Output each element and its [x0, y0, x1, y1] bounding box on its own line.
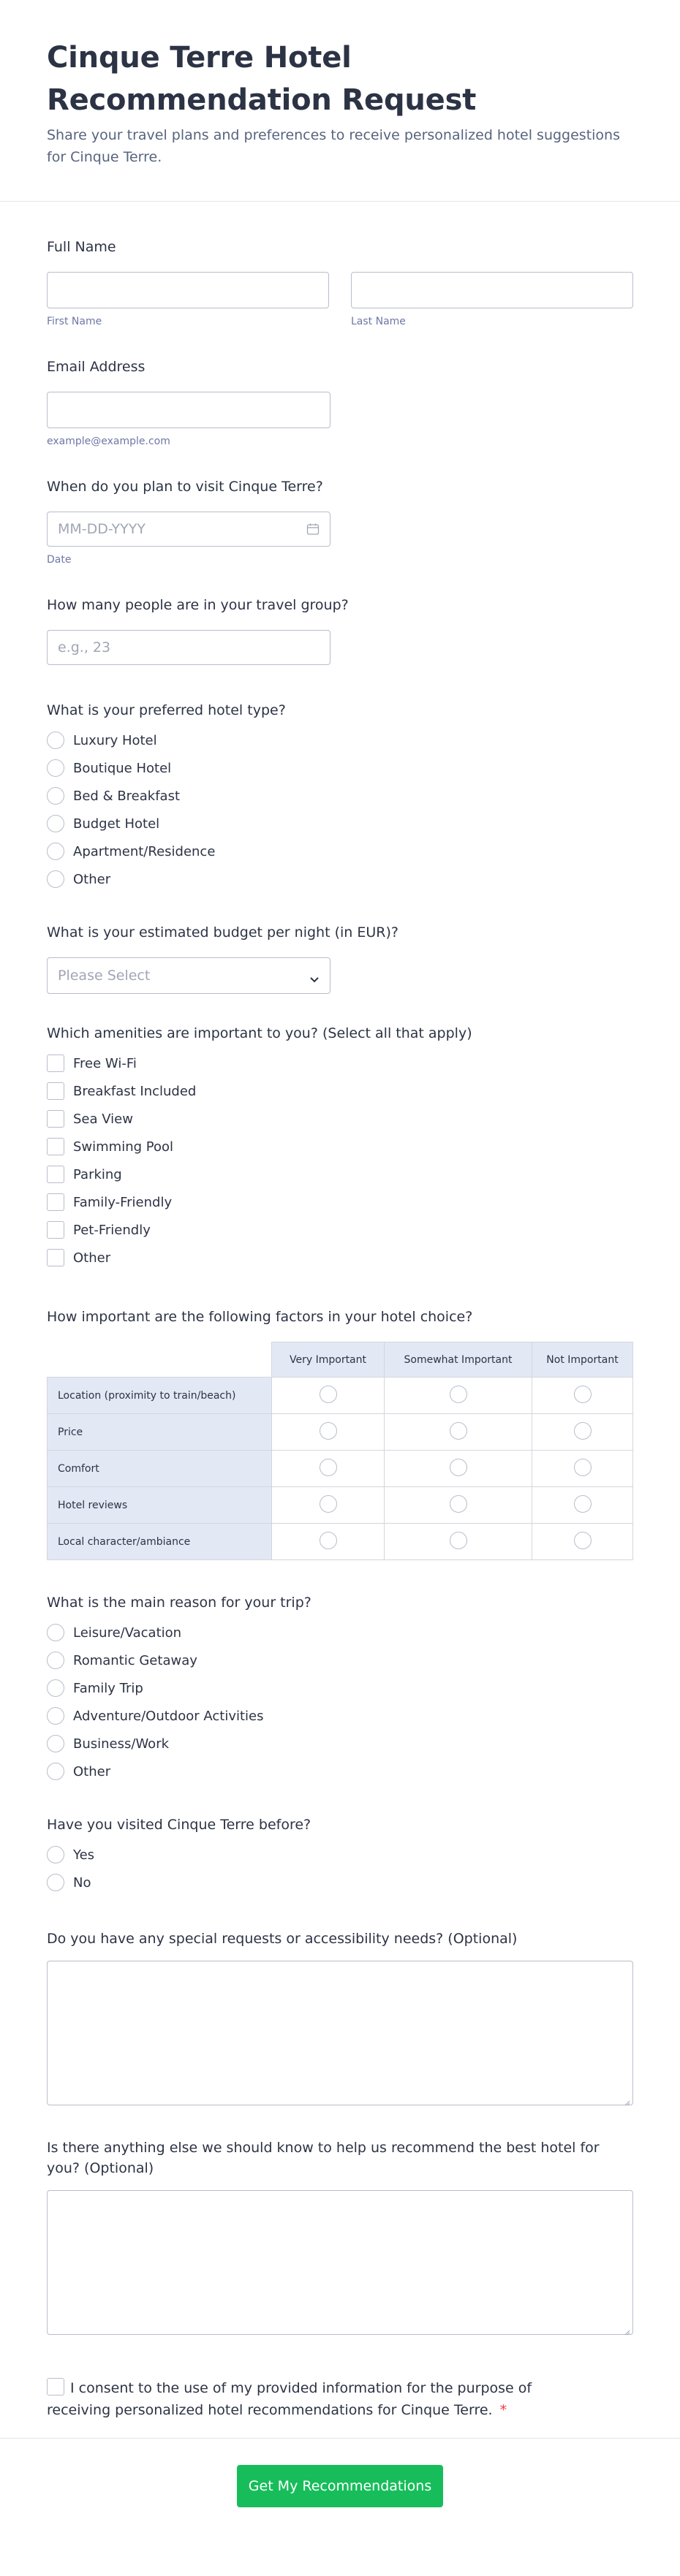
- option-label: Budget Hotel: [73, 816, 160, 832]
- submit-button[interactable]: Get My Recommendations: [237, 2465, 443, 2507]
- amenity-option[interactable]: [47, 1244, 633, 1272]
- visited-option[interactable]: [47, 1841, 633, 1869]
- trip-reason-option[interactable]: [47, 1702, 633, 1730]
- amenity-option[interactable]: [47, 1105, 633, 1133]
- radio-button[interactable]: [47, 1707, 64, 1725]
- checkbox[interactable]: [47, 1193, 64, 1211]
- radio-button[interactable]: [47, 759, 64, 777]
- matrix-radio[interactable]: [450, 1532, 467, 1549]
- trip-reason-label: What is the main reason for your trip?: [47, 1595, 311, 1611]
- option-label: Romantic Getaway: [73, 1652, 197, 1668]
- matrix-row: [48, 1378, 633, 1414]
- form-title: Cinque Terre Hotel Recommendation Request: [47, 41, 477, 117]
- hotel-type-option[interactable]: [47, 865, 633, 893]
- hotel-type-label: What is your preferred hotel type?: [47, 702, 286, 718]
- option-label: No: [73, 1874, 91, 1891]
- trip-reason-option[interactable]: [47, 1619, 633, 1646]
- amenity-option[interactable]: [47, 1049, 633, 1077]
- group-size-placeholder: e.g., 23: [58, 639, 111, 656]
- trip-reason-field: [47, 1592, 633, 1785]
- radio-button[interactable]: [47, 815, 64, 832]
- trip-reason-option[interactable]: [47, 1646, 633, 1674]
- factors-matrix: [47, 1342, 633, 1560]
- group-size-label: How many people are in your travel group?: [47, 597, 349, 613]
- matrix-radio[interactable]: [450, 1495, 467, 1513]
- consent-field: [47, 2377, 559, 2421]
- matrix-radio[interactable]: [450, 1422, 467, 1440]
- option-label: Luxury Hotel: [73, 732, 157, 748]
- consent-checkbox[interactable]: [47, 2378, 64, 2395]
- visit-date-field: [47, 476, 633, 566]
- option-label: Free Wi-Fi: [73, 1055, 137, 1071]
- budget-field: [47, 922, 633, 994]
- hotel-type-option[interactable]: [47, 837, 633, 865]
- matrix-radio[interactable]: [574, 1422, 592, 1440]
- matrix-radio[interactable]: [574, 1495, 592, 1513]
- hotel-type-option[interactable]: [47, 754, 633, 782]
- option-label: Breakfast Included: [73, 1083, 197, 1099]
- visited-before-label: Have you visited Cinque Terre before?: [47, 1817, 311, 1833]
- option-label: Parking: [73, 1166, 122, 1182]
- visit-date-input[interactable]: [47, 512, 330, 547]
- option-label: Leisure/Vacation: [73, 1625, 182, 1641]
- group-size-field: [47, 595, 633, 665]
- hotel-type-option[interactable]: [47, 810, 633, 837]
- option-label: Sea View: [73, 1111, 133, 1127]
- hotel-type-option[interactable]: [47, 726, 633, 754]
- radio-button[interactable]: [47, 1652, 64, 1669]
- amenity-option[interactable]: [47, 1160, 633, 1188]
- budget-select[interactable]: [47, 957, 330, 994]
- amenity-option[interactable]: [47, 1077, 633, 1105]
- factors-field: [47, 1307, 633, 1560]
- matrix-row: [48, 1487, 633, 1524]
- consent-text: I consent to the use of my provided information for the purpose of receiving personalized hotel recommendations for Cinque Terre.: [47, 2380, 532, 2418]
- option-label: Family Trip: [73, 1680, 143, 1696]
- special-requests-field: [47, 1929, 633, 2105]
- first-name-input[interactable]: [47, 272, 329, 308]
- matrix-radio[interactable]: [320, 1386, 337, 1403]
- radio-button[interactable]: [47, 1874, 64, 1891]
- option-label: Pet-Friendly: [73, 1222, 151, 1238]
- option-label: Apartment/Residence: [73, 843, 216, 859]
- matrix-radio[interactable]: [450, 1386, 467, 1403]
- factors-label: How important are the following factors in your hotel choice?: [47, 1309, 473, 1325]
- full-name-field: [47, 237, 633, 327]
- matrix-radio[interactable]: [320, 1459, 337, 1476]
- checkbox[interactable]: [47, 1138, 64, 1155]
- last-name-input[interactable]: [351, 272, 633, 308]
- full-name-label: Full Name: [47, 239, 116, 255]
- trip-reason-option[interactable]: [47, 1730, 633, 1758]
- option-label: Other: [73, 1250, 111, 1266]
- required-mark: *: [499, 2402, 507, 2418]
- matrix-radio[interactable]: [574, 1386, 592, 1403]
- budget-placeholder: Please Select: [58, 968, 151, 984]
- form-footer: [0, 2438, 680, 2576]
- radio-button[interactable]: [47, 870, 64, 888]
- matrix-row: [48, 1451, 633, 1487]
- matrix-row-label: Price: [48, 1414, 272, 1451]
- matrix-radio[interactable]: [450, 1459, 467, 1476]
- checkbox[interactable]: [47, 1249, 64, 1266]
- email-field: [47, 357, 633, 447]
- matrix-radio[interactable]: [320, 1422, 337, 1440]
- form-header: [0, 0, 680, 202]
- amenity-option[interactable]: [47, 1133, 633, 1160]
- radio-button[interactable]: [47, 1679, 64, 1697]
- resize-handle-icon[interactable]: [623, 2325, 630, 2332]
- matrix-column-header: Somewhat Important: [385, 1342, 532, 1378]
- form-body: [0, 237, 680, 2421]
- matrix-row: [48, 1414, 633, 1451]
- matrix-column-header: Very Important: [272, 1342, 385, 1378]
- radio-button[interactable]: [47, 787, 64, 805]
- radio-button[interactable]: [47, 732, 64, 749]
- matrix-radio[interactable]: [320, 1495, 337, 1513]
- checkbox[interactable]: [47, 1221, 64, 1239]
- first-name-sublabel: First Name: [47, 316, 102, 327]
- additional-info-field: [47, 2138, 633, 2335]
- option-label: Adventure/Outdoor Activities: [73, 1708, 264, 1724]
- visit-date-label: When do you plan to visit Cinque Terre?: [47, 479, 323, 495]
- option-label: Other: [73, 1763, 111, 1779]
- matrix-row-label: Location (proximity to train/beach): [48, 1378, 272, 1414]
- chevron-down-icon: [309, 971, 320, 987]
- option-label: Swimming Pool: [73, 1139, 174, 1155]
- checkbox[interactable]: [47, 1110, 64, 1128]
- amenities-label: Which amenities are important to you? (Select all that apply): [47, 1025, 472, 1041]
- option-label: Family-Friendly: [73, 1194, 173, 1210]
- resize-handle-icon[interactable]: [623, 2095, 630, 2102]
- visit-date-placeholder: MM-DD-YYYY: [58, 521, 146, 537]
- checkbox[interactable]: [47, 1082, 64, 1100]
- additional-info-label: Is there anything else we should know to help us recommend the best hotel for you? (Optional): [47, 2140, 600, 2176]
- visited-before-field: [47, 1815, 633, 1896]
- special-requests-label: Do you have any special requests or accessibility needs? (Optional): [47, 1931, 518, 1947]
- checkbox[interactable]: [47, 1055, 64, 1072]
- trip-reason-option[interactable]: [47, 1674, 633, 1702]
- form-subtitle: Share your travel plans and preferences to receive personalized hotel suggestions for Cinque Terre.: [47, 127, 621, 165]
- matrix-row: [48, 1524, 633, 1560]
- amenities-field: [47, 1023, 633, 1272]
- option-label: Boutique Hotel: [73, 760, 172, 776]
- matrix-corner: [48, 1342, 272, 1378]
- radio-button[interactable]: [47, 1846, 64, 1863]
- hotel-type-field: [47, 700, 633, 893]
- matrix-row-label: Hotel reviews: [48, 1487, 272, 1524]
- budget-label: What is your estimated budget per night (in EUR)?: [47, 924, 398, 941]
- matrix-column-header: Not Important: [532, 1342, 633, 1378]
- matrix-radio[interactable]: [574, 1459, 592, 1476]
- matrix-radio[interactable]: [574, 1532, 592, 1549]
- option-label: Bed & Breakfast: [73, 788, 181, 804]
- radio-button[interactable]: [47, 1763, 64, 1780]
- additional-info-textarea[interactable]: [47, 2190, 633, 2335]
- radio-button[interactable]: [47, 1624, 64, 1641]
- radio-button[interactable]: [47, 843, 64, 860]
- option-label: Yes: [73, 1847, 95, 1863]
- group-size-input[interactable]: [47, 630, 330, 665]
- matrix-row-label: Comfort: [48, 1451, 272, 1487]
- hotel-type-option[interactable]: [47, 782, 633, 810]
- email-label: Email Address: [47, 359, 146, 375]
- checkbox[interactable]: [47, 1166, 64, 1183]
- matrix-radio[interactable]: [320, 1532, 337, 1549]
- special-requests-textarea[interactable]: [47, 1961, 633, 2105]
- trip-reason-option[interactable]: [47, 1758, 633, 1785]
- amenity-option[interactable]: [47, 1188, 633, 1216]
- option-label: Business/Work: [73, 1736, 170, 1752]
- matrix-row-label: Local character/ambiance: [48, 1524, 272, 1560]
- email-input[interactable]: [47, 392, 330, 428]
- visited-option[interactable]: [47, 1869, 633, 1896]
- option-label: Other: [73, 871, 111, 887]
- radio-button[interactable]: [47, 1735, 64, 1752]
- amenity-option[interactable]: [47, 1216, 633, 1244]
- last-name-sublabel: Last Name: [351, 316, 406, 327]
- visit-date-sublabel: Date: [47, 554, 72, 566]
- calendar-icon[interactable]: [306, 523, 320, 539]
- email-sublabel: example@example.com: [47, 436, 170, 447]
